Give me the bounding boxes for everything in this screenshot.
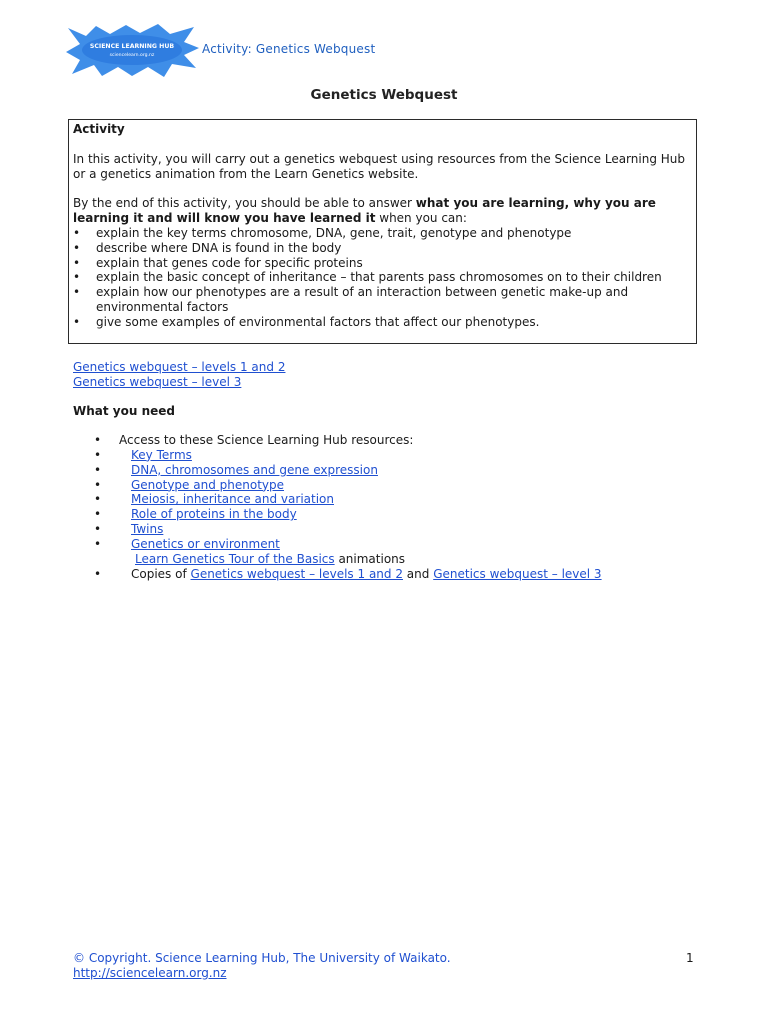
webquest-level-3-link[interactable]: Genetics webquest – level 3 bbox=[73, 375, 242, 389]
animations-text: animations bbox=[334, 551, 406, 566]
activity-box bbox=[68, 119, 697, 344]
science-learning-hub-logo bbox=[66, 24, 200, 78]
webquest-levels-1-2-link[interactable]: Genetics webquest – levels 1 and 2 bbox=[73, 360, 286, 374]
twins-link[interactable]: Twins bbox=[131, 522, 164, 537]
list-item bbox=[94, 463, 694, 478]
copies-and: and bbox=[402, 566, 434, 581]
meiosis-link[interactable]: Meiosis, inheritance and variation bbox=[131, 492, 334, 507]
dna-chromosomes-link[interactable]: DNA, chromosomes and gene expression bbox=[131, 462, 378, 477]
header-title: Activity: Genetics Webquest bbox=[202, 42, 376, 56]
copies-prefix: Copies of bbox=[131, 566, 191, 581]
learn-genetics-link[interactable]: Learn Genetics Tour of the Basics bbox=[135, 551, 335, 566]
list-item bbox=[94, 478, 694, 493]
page-footer bbox=[73, 951, 451, 981]
list-item bbox=[94, 492, 694, 507]
role-of-proteins-link[interactable]: Role of proteins in the body bbox=[131, 507, 297, 522]
list-item: • explain the key terms chromosome, DNA, gene, trait, genotype and phenotype bbox=[73, 226, 692, 241]
logo-url-text: sciencelearn.org.nz bbox=[109, 53, 155, 58]
list-item bbox=[94, 537, 694, 552]
learning-outcomes-list bbox=[73, 226, 692, 330]
list-item bbox=[94, 507, 694, 522]
list-item: • describe where DNA is found in the body bbox=[73, 241, 692, 256]
webquest-links bbox=[73, 360, 285, 390]
logo-title-text: SCIENCE LEARNING HUB bbox=[89, 43, 175, 50]
key-terms-link[interactable]: Key Terms bbox=[131, 447, 192, 462]
list-item bbox=[94, 567, 694, 582]
list-item bbox=[94, 522, 694, 537]
what-you-need-heading: What you need bbox=[73, 404, 175, 418]
list-item: • explain how our phenotypes are a result of an interaction between genetic make-up and environmental factors bbox=[73, 285, 692, 315]
copyright-text: © Copyright. Science Learning Hub, The University of Waikato. bbox=[73, 951, 451, 965]
outcome-bold: what you are learning, why you are learning it and will know you have learned it bbox=[73, 196, 656, 226]
list-item: • give some examples of environmental factors that affect our phenotypes. bbox=[73, 315, 692, 330]
page-title: Genetics Webquest bbox=[310, 87, 458, 103]
outcome-pre: By the end of this activity, you should be able to answer bbox=[73, 196, 416, 211]
activity-heading: Activity bbox=[73, 122, 125, 136]
list-item: • explain that genes code for specific proteins bbox=[73, 256, 692, 271]
genetics-or-environment-link[interactable]: Genetics or environment bbox=[131, 536, 280, 551]
page-number: 1 bbox=[686, 951, 694, 965]
list-item bbox=[94, 448, 694, 463]
genotype-phenotype-link[interactable]: Genotype and phenotype bbox=[131, 477, 284, 492]
list-item bbox=[94, 552, 694, 567]
page-header bbox=[66, 24, 706, 80]
activity-intro: In this activity, you will carry out a genetics webquest using resources from the Science Learning Hub or a genetics animation from the Learn Genetics website. bbox=[73, 151, 685, 181]
list-item: • explain the basic concept of inheritance – that parents pass chromosomes on to their children bbox=[73, 270, 692, 285]
sciencelearn-url-link[interactable]: http://sciencelearn.org.nz bbox=[73, 966, 227, 980]
resources-list bbox=[94, 433, 694, 581]
copies-level-3-link[interactable]: Genetics webquest – level 3 bbox=[433, 566, 602, 581]
learning-outcomes-intro bbox=[73, 196, 692, 226]
outcome-post: when you can: bbox=[375, 211, 467, 226]
copies-levels-1-2-link[interactable]: Genetics webquest – levels 1 and 2 bbox=[190, 566, 403, 581]
list-item: • Access to these Science Learning Hub resources: bbox=[94, 433, 694, 448]
